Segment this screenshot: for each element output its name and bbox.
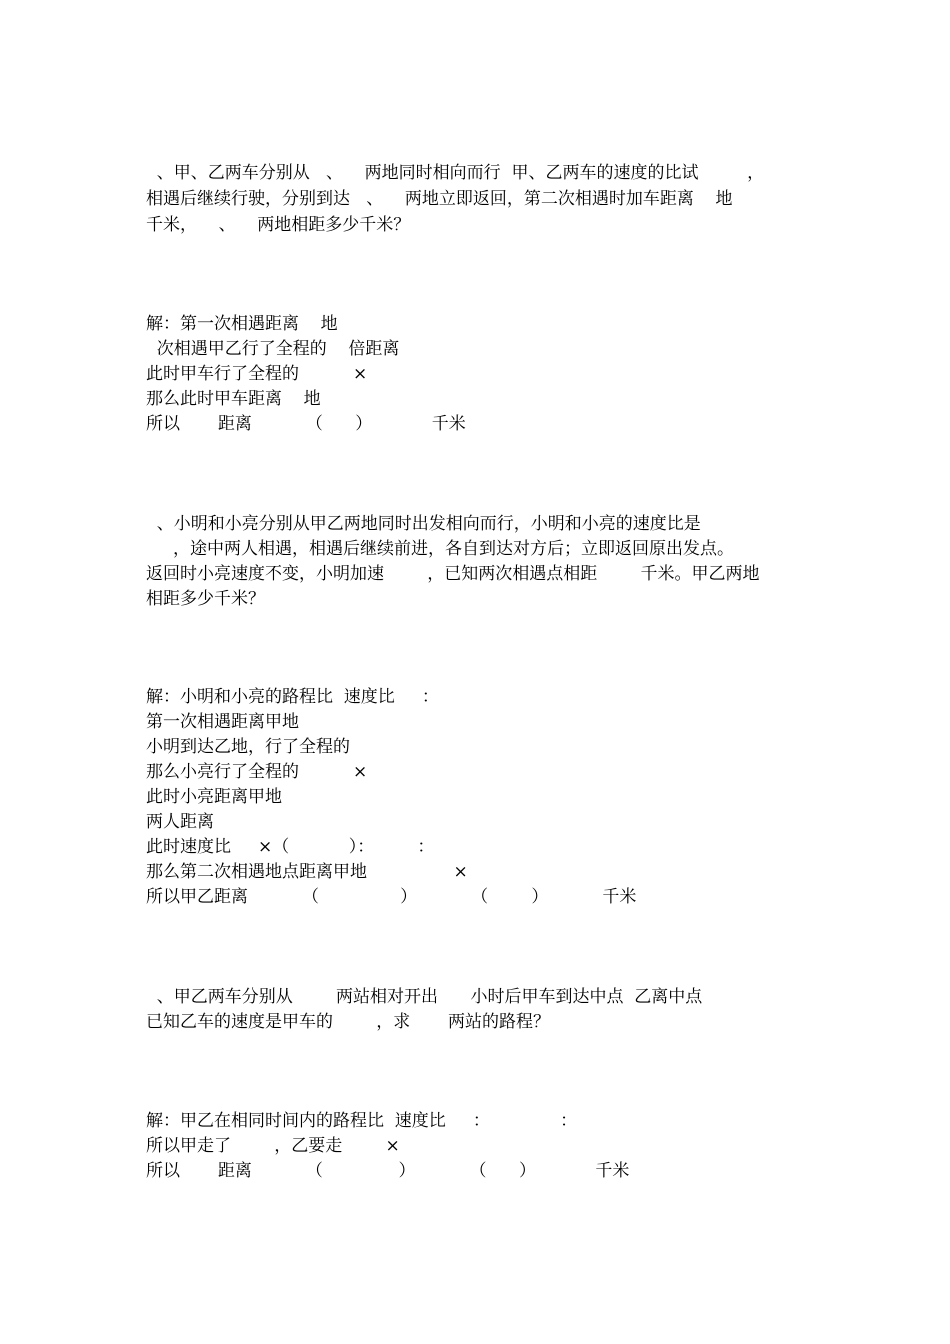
problem-3-line-2: 已知乙车的速度是甲车的 ，求 两站的路程？ xyxy=(146,1012,551,1032)
solution-3-line-2: 所以甲走了 ，乙要走 × xyxy=(146,1136,400,1156)
problem-1-line-3: 千米， 、 两地相距多少千米？ xyxy=(146,215,411,235)
solution-2-line-1: 解：小明和小亮的路程比 速度比 ： xyxy=(146,687,439,707)
solution-3-line-3: 所以 距离 （ ） （ ） 千米 xyxy=(146,1161,630,1181)
solution-1-line-5: 所以 距离 （ ） 千米 xyxy=(146,414,466,434)
solution-2-line-7: 此时速度比 ×（ ）： ： xyxy=(146,837,435,857)
problem-1-line-1: 、甲、乙两车分别从 、 两地同时相向而行 甲、乙两车的速度的比试 ， xyxy=(146,163,765,183)
solution-2-line-3: 小明到达乙地，行了全程的 xyxy=(146,737,350,757)
solution-2-line-4: 那么小亮行了全程的 × xyxy=(146,762,368,782)
solution-2-line-5: 此时小亮距离甲地 xyxy=(146,787,282,807)
solution-3-line-1: 解：甲乙在相同时间内的路程比 速度比 ： ： xyxy=(146,1111,578,1131)
problem-2-line-2: ，途中两人相遇，相遇后继续前进，各自到达对方后；立即返回原出发点。 xyxy=(146,539,735,559)
solution-2-line-8: 那么第二次相遇地点距离甲地 × xyxy=(146,862,468,882)
solution-1-line-3: 此时甲车行了全程的 × xyxy=(146,364,368,384)
solution-1-line-2: 次相遇甲乙行了全程的 倍距离 xyxy=(146,339,400,359)
solution-2-line-9: 所以甲乙距离 （ ） （ ） 千米 xyxy=(146,887,637,907)
problem-2-line-1: 、小明和小亮分别从甲乙两地同时出发相向而行，小明和小亮的速度比是 xyxy=(146,514,701,534)
solution-1-line-1: 解：第一次相遇距离 地 xyxy=(146,314,338,334)
problem-1-line-2: 相遇后继续行驶，分别到达 、 两地立即返回，第二次相遇时加车距离 地 xyxy=(146,189,733,209)
problem-3-line-1: 、甲乙两车分别从 两站相对开出 小时后甲车到达中点 乙离中点 xyxy=(146,987,703,1007)
problem-2-line-4: 相距多少千米？ xyxy=(146,589,265,609)
solution-2-line-6: 两人距离 xyxy=(146,812,214,832)
solution-2-line-2: 第一次相遇距离甲地 xyxy=(146,712,299,732)
problem-2-line-3: 返回时小亮速度不变，小明加速 ，已知两次相遇点相距 千米。甲乙两地 xyxy=(146,564,760,584)
solution-1-line-4: 那么此时甲车距离 地 xyxy=(146,389,321,409)
